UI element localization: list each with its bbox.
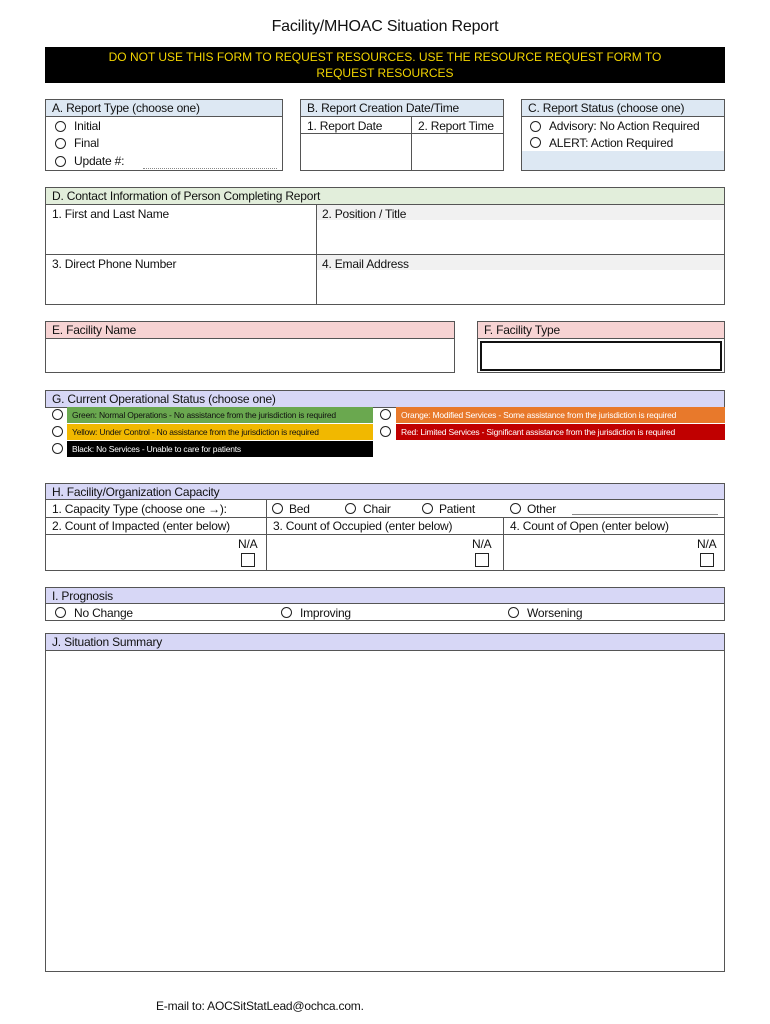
capacity-patient-label: Patient <box>439 502 475 516</box>
capacity-chair-label: Chair <box>363 502 391 516</box>
footer-email: E-mail to: AOCSitStatLead@ochca.com. <box>156 999 364 1013</box>
prognosis-no-change-radio[interactable] <box>55 607 66 618</box>
count-impacted-label: 2. Count of Impacted (enter below) <box>52 519 230 533</box>
direct-phone-label: 3. Direct Phone Number <box>52 257 177 271</box>
prognosis-improving-radio[interactable] <box>281 607 292 618</box>
count-open-label: 4. Count of Open (enter below) <box>510 519 669 533</box>
status-green-radio[interactable] <box>52 409 63 420</box>
occupied-na-label: N/A <box>472 537 492 551</box>
section-i-header: I. Prognosis <box>45 587 725 604</box>
capacity-bed-label: Bed <box>289 502 310 516</box>
section-d-header: D. Contact Information of Person Completing Report <box>45 187 725 205</box>
facility-type-dropdown[interactable] <box>480 341 722 371</box>
report-date-field[interactable] <box>301 134 410 170</box>
report-type-initial-radio[interactable] <box>55 121 66 132</box>
section-h-header: H. Facility/Organization Capacity <box>45 483 725 500</box>
position-title-label: 2. Position / Title <box>322 207 407 221</box>
status-alert-label: ALERT: Action Required <box>549 136 674 150</box>
warning-line-2: REQUEST RESOURCES <box>316 66 454 80</box>
report-type-initial-label: Initial <box>74 119 101 133</box>
situation-summary-field[interactable] <box>45 650 725 972</box>
capacity-other-field[interactable] <box>572 514 718 515</box>
capacity-other-label: Other <box>527 502 557 516</box>
warning-line-1: DO NOT USE THIS FORM TO REQUEST RESOURCES. USE THE RESOURCE REQUEST FORM TO <box>108 50 662 64</box>
occupied-na-checkbox[interactable] <box>475 553 489 567</box>
impacted-na-label: N/A <box>238 537 258 551</box>
section-a-header: A. Report Type (choose one) <box>45 99 283 117</box>
section-f-header: F. Facility Type <box>477 321 725 339</box>
first-last-name-field[interactable] <box>46 222 315 253</box>
count-occupied-field[interactable] <box>267 535 462 570</box>
section-i-body <box>45 603 725 621</box>
section-e-header: E. Facility Name <box>45 321 455 339</box>
warning-banner <box>45 47 725 83</box>
report-type-final-radio[interactable] <box>55 138 66 149</box>
capacity-bed-radio[interactable] <box>272 503 283 514</box>
prognosis-no-change-label: No Change <box>74 606 133 620</box>
report-time-label: 2. Report Time <box>418 119 494 133</box>
status-orange-band: Orange: Modified Services - Some assistance from the jurisdiction is required <box>396 407 725 423</box>
count-open-field[interactable] <box>504 535 684 570</box>
section-c-header: C. Report Status (choose one) <box>521 99 725 117</box>
report-type-update-radio[interactable] <box>55 156 66 167</box>
capacity-chair-radio[interactable] <box>345 503 356 514</box>
capacity-type-label: 1. Capacity Type (choose one →): <box>52 502 227 516</box>
capacity-patient-radio[interactable] <box>422 503 433 514</box>
report-type-update-label: Update #: <box>74 154 125 168</box>
status-red-band: Red: Limited Services - Significant assistance from the jurisdiction is required <box>396 424 725 440</box>
section-g-header: G. Current Operational Status (choose one) <box>45 390 725 408</box>
impacted-na-checkbox[interactable] <box>241 553 255 567</box>
report-type-final-label: Final <box>74 136 100 150</box>
report-time-field[interactable] <box>412 134 503 170</box>
status-advisory-radio[interactable] <box>530 121 541 132</box>
prognosis-worsening-label: Worsening <box>527 606 583 620</box>
status-green-band: Green: Normal Operations - No assistance from the jurisdiction is required <box>67 407 373 423</box>
count-impacted-field[interactable] <box>46 535 226 570</box>
status-black-radio[interactable] <box>52 443 63 454</box>
section-b-header: B. Report Creation Date/Time <box>300 99 504 117</box>
prognosis-improving-label: Improving <box>300 606 351 620</box>
prognosis-worsening-radio[interactable] <box>508 607 519 618</box>
form-title: Facility/MHOAC Situation Report <box>271 18 499 35</box>
status-red-radio[interactable] <box>380 426 391 437</box>
status-yellow-band: Yellow: Under Control - No assistance from the jurisdiction is required <box>67 424 373 440</box>
count-occupied-label: 3. Count of Occupied (enter below) <box>273 519 453 533</box>
update-number-field[interactable] <box>143 168 277 169</box>
first-last-name-label: 1. First and Last Name <box>52 207 169 221</box>
open-na-checkbox[interactable] <box>700 553 714 567</box>
email-address-label: 4. Email Address <box>322 257 409 271</box>
status-yellow-radio[interactable] <box>52 426 63 437</box>
report-date-label: 1. Report Date <box>307 119 383 133</box>
direct-phone-field[interactable] <box>46 272 315 304</box>
position-title-field[interactable] <box>317 222 724 253</box>
facility-name-field[interactable] <box>45 338 455 373</box>
status-black-band: Black: No Services - Unable to care for patients <box>67 441 373 457</box>
email-address-field[interactable] <box>317 272 724 304</box>
status-advisory-label: Advisory: No Action Required <box>549 119 700 133</box>
status-orange-radio[interactable] <box>380 409 391 420</box>
status-alert-radio[interactable] <box>530 137 541 148</box>
capacity-other-radio[interactable] <box>510 503 521 514</box>
section-j-header: J. Situation Summary <box>45 633 725 651</box>
open-na-label: N/A <box>697 537 717 551</box>
